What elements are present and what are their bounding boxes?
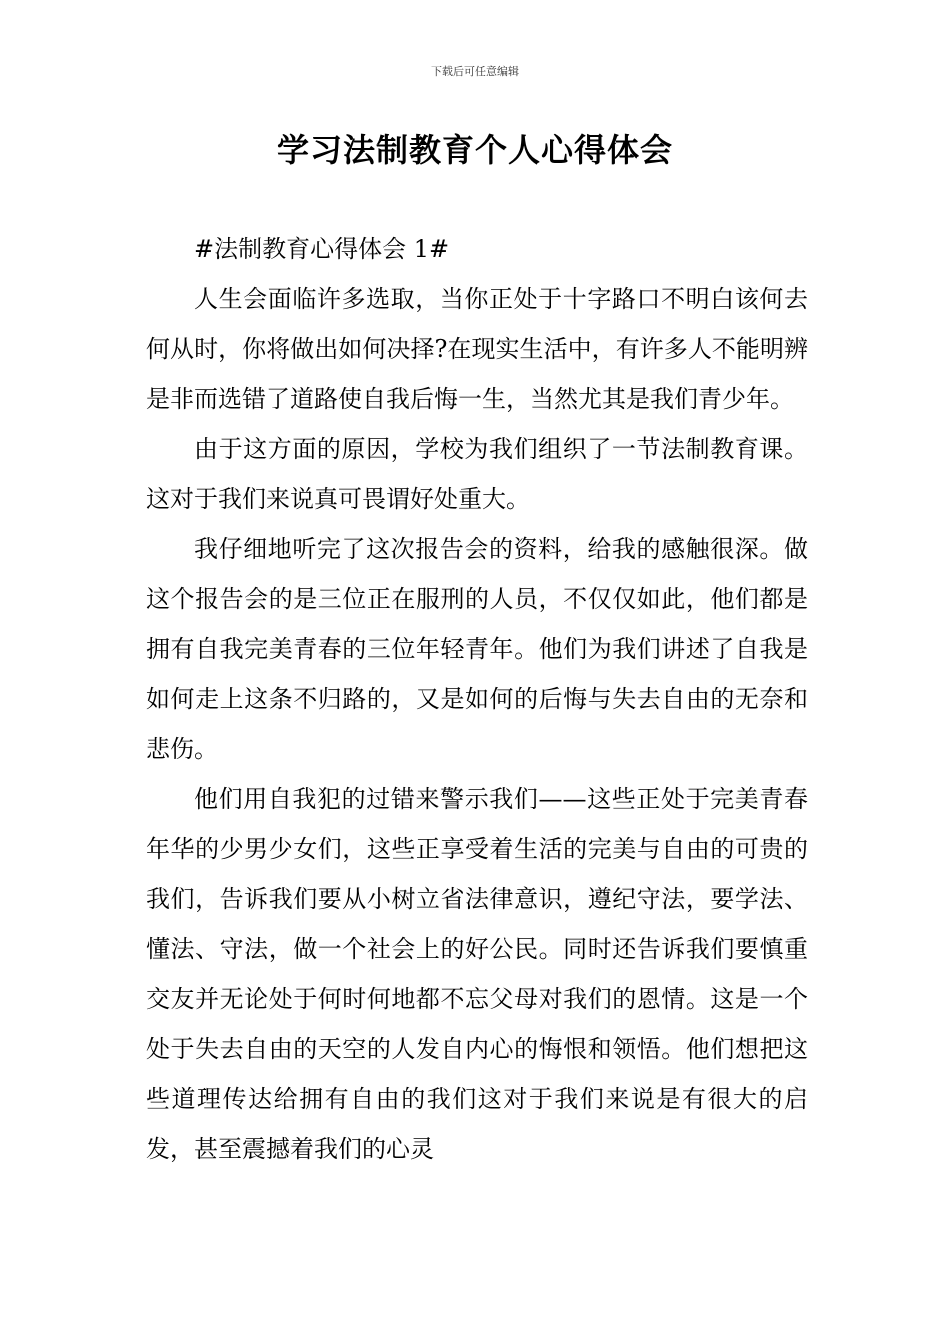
paragraph: 他们用自我犯的过错来警示我们——这些正处于完美青春年华的少男少女们，这些正享受着生活的完美与自由的可贵的我们，告诉我们要从小树立省法律意识，遵纪守法，要学法、懂法、守法，做一个社会上的好公民。同时还告诉我们要慎重交友并无论处于何时何地都不忘父母对我们的恩情。这是一个处于失去自由的天空的人发自内心的悔恨和领悟。他们想把这些道理传达给拥有自由的我们这对于我们来说是有很大的启发，甚至震撼着我们的心灵 — [146, 785, 808, 1163]
section-heading: #法制教育心得体会 1# — [194, 235, 450, 263]
paragraph: 我仔细地听完了这次报告会的资料，给我的感触很深。做这个报告会的是三位正在服刑的人员，不仅仅如此，他们都是拥有自我完美青春的三位年轻青年。他们为我们讲述了自我是如何走上这条不归路的，又是如何的后悔与失去自由的无奈和悲伤。 — [146, 535, 808, 763]
document-body — [146, 224, 808, 1174]
paragraph: 人生会面临许多选取，当你正处于十字路口不明白该何去何从时，你将做出如何决择?在现实生活中，有许多人不能明辨是非而选错了道路使自我后悔一生，当然尤其是我们青少年。 — [146, 285, 808, 413]
paragraph: 由于这方面的原因，学校为我们组织了一节法制教育课。这对于我们来说真可畏谓好处重大。 — [146, 435, 808, 513]
document-title: 学习法制教育个人心得体会 — [276, 131, 673, 169]
header-note: 下载后可任意编辑 — [431, 65, 519, 78]
